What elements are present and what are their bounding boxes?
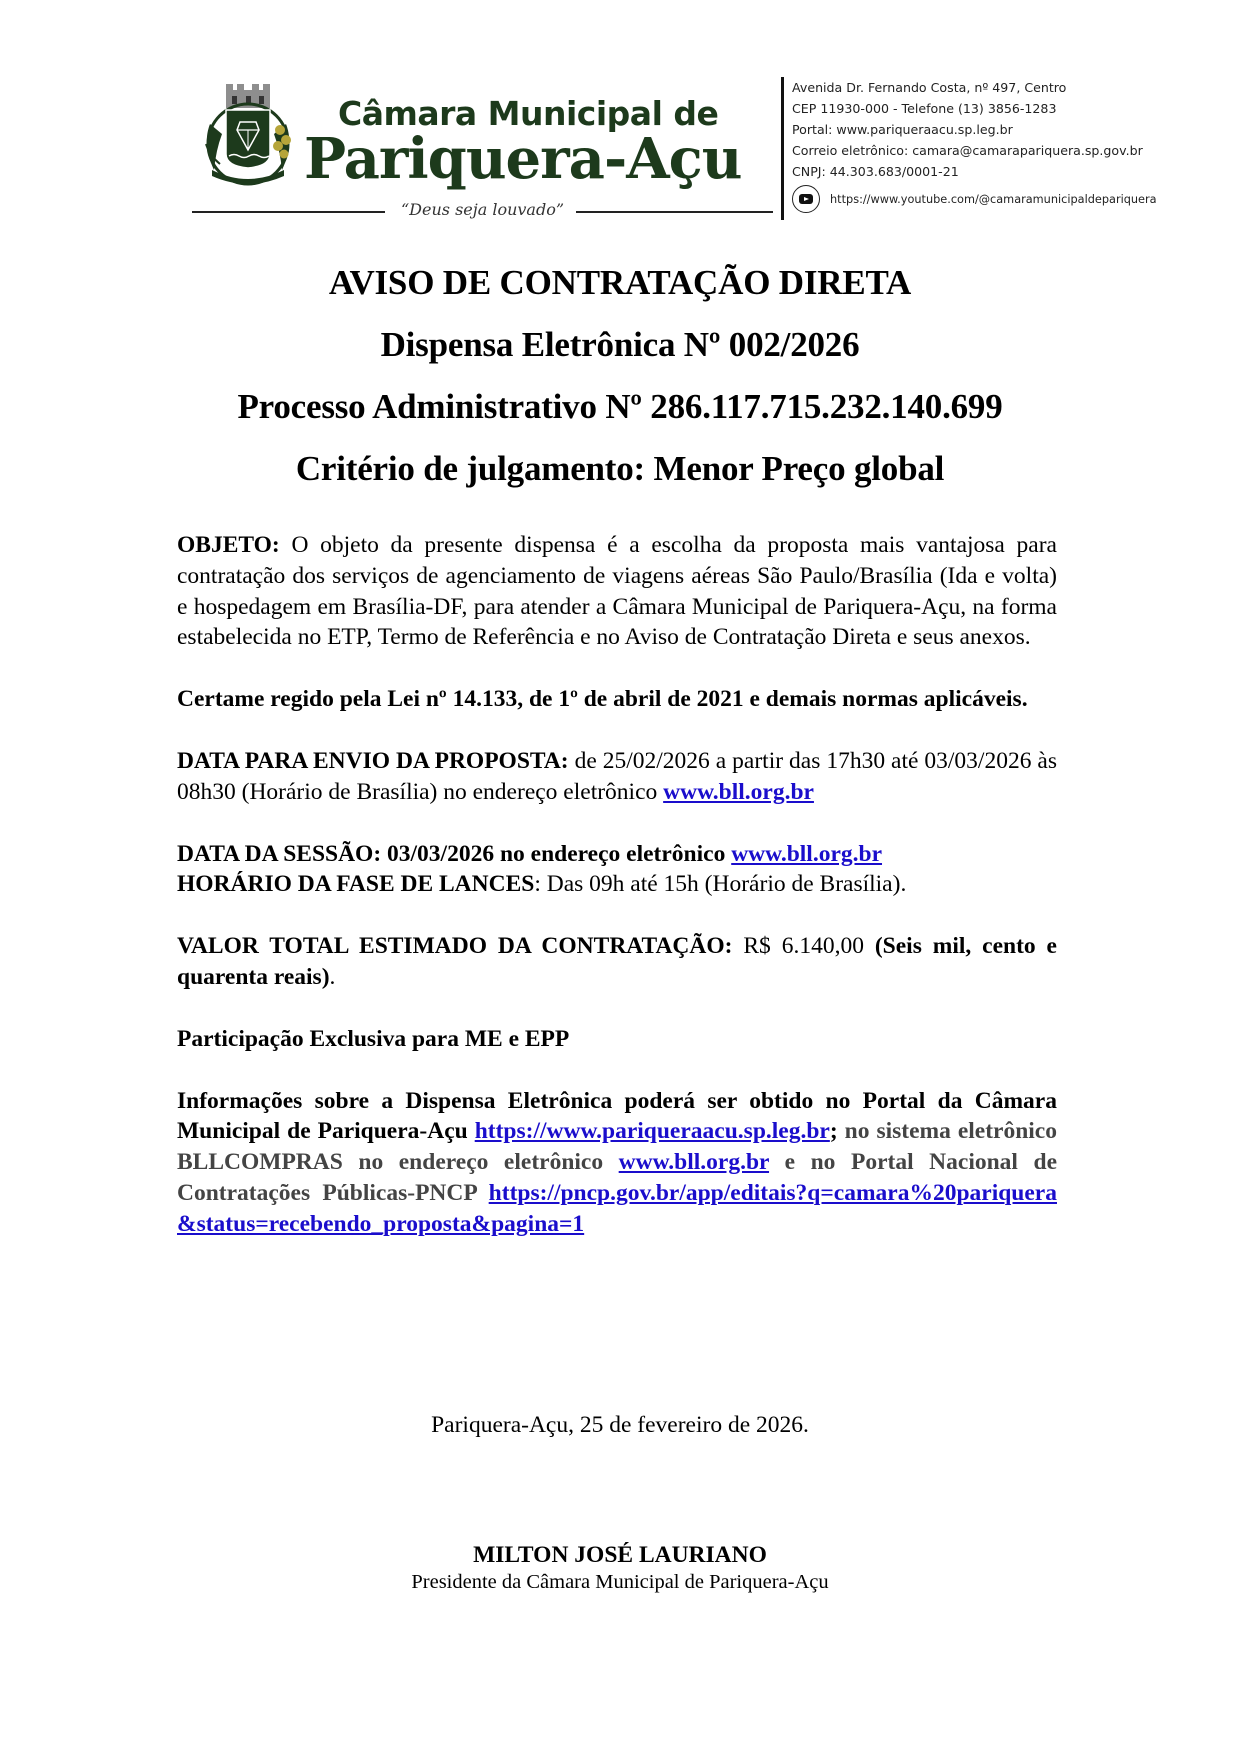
org-name-line1: Câmara Municipal de bbox=[338, 94, 719, 133]
certame-paragraph: Certame regido pela Lei nº 14.133, de 1º de abril de 2021 e demais normas aplicáveis. bbox=[177, 686, 1028, 713]
contact-block bbox=[792, 77, 1157, 213]
informacoes-text3: e no Portal Nacional de Contratações Públicas-PNCP bbox=[177, 1149, 1058, 1206]
youtube-row bbox=[792, 185, 1157, 213]
portal-camara-link[interactable]: https://www.pariqueraacu.sp.leg.br bbox=[474, 1118, 830, 1145]
sessao-paragraph bbox=[177, 839, 1057, 870]
contact-cnpj: CNPJ: 44.303.683/0001-21 bbox=[792, 164, 959, 179]
letterhead-divider bbox=[781, 77, 784, 220]
contact-email: Correio eletrônico: camara@camarapariquera.sp.gov.br bbox=[792, 143, 1143, 158]
bll-link-info[interactable]: www.bll.org.br bbox=[618, 1149, 770, 1176]
contact-cep-phone: CEP 11930-000 - Telefone (13) 3856-1283 bbox=[792, 101, 1057, 116]
document-body bbox=[177, 530, 1057, 1271]
dispensa-number: Dispensa Eletrônica Nº 002/2026 bbox=[380, 325, 860, 364]
participacao-paragraph: Participação Exclusiva para ME e EPP bbox=[177, 1025, 570, 1052]
informacoes-text1: Informações sobre a Dispensa Eletrônica poderá ser obtido no Portal da Câmara Municipal de Pariquera-Açu bbox=[177, 1087, 1057, 1145]
lances-paragraph bbox=[177, 869, 1057, 900]
proposta-label: DATA PARA ENVIO DA PROPOSTA: bbox=[177, 747, 569, 774]
valor-extenso: (Seis mil, cento e quarenta reais) bbox=[177, 933, 1057, 990]
objeto-text: O objeto da presente dispensa é a escolha da proposta mais vantajosa para contratação dos serviços de agenciamento de viagens aéreas São Paulo/Brasília (Ida e volta) e hospedagem em Brasília-DF, para atender a Câmara Municipal de Pariquera-Açu, na forma estabelecida no ETP, Termo de Referência e no Aviso de Contratação Direta e seus anexos. bbox=[177, 532, 1057, 651]
proposta-paragraph bbox=[177, 746, 1057, 808]
informacoes-text2: no sistema eletrônico BLLCOMPRAS no endereço eletrônico bbox=[177, 1118, 1057, 1176]
valor-amount: R$ 6.140,00 bbox=[732, 933, 875, 960]
letterhead bbox=[0, 0, 1240, 230]
org-name-line2: Pariquera-Açu bbox=[304, 126, 742, 192]
objeto-paragraph bbox=[177, 530, 1057, 653]
pncp-link[interactable]: https://pncp.gov.br/app/editais?q=camara%20pariquera&status=recebendo_proposta&pagina=1 bbox=[177, 1179, 1057, 1237]
signer-role: Presidente da Câmara Municipal de Pariquera-Açu bbox=[411, 1571, 829, 1593]
contact-portal: Portal: www.pariqueraacu.sp.leg.br bbox=[792, 122, 1013, 137]
motto: “Deus seja louvado” bbox=[400, 200, 565, 219]
objeto-label: OBJETO: bbox=[177, 532, 280, 558]
bll-link-proposta[interactable]: www.bll.org.br bbox=[663, 778, 814, 805]
valor-label: VALOR TOTAL ESTIMADO DA CONTRATAÇÃO: bbox=[177, 933, 733, 960]
proposta-text: de 25/02/2026 a partir das 17h30 até 03/03/2026 às 08h30 (Horário de Brasília) no endereço eletrônico bbox=[177, 747, 1057, 805]
contact-address: Avenida Dr. Fernando Costa, nº 497, Centro bbox=[792, 80, 1067, 95]
sessao-label: DATA DA SESSÃO: 03/03/2026 no endereço eletrônico bbox=[177, 840, 732, 867]
document-titles bbox=[0, 252, 1240, 500]
criterio-julgamento: Critério de julgamento: Menor Preço global bbox=[295, 449, 945, 488]
letterhead-rule-right bbox=[576, 211, 773, 213]
bll-link-sessao[interactable]: www.bll.org.br bbox=[731, 840, 883, 867]
processo-number: Processo Administrativo Nº 286.117.715.232.140.699 bbox=[237, 387, 1003, 426]
informacoes-sep: ; bbox=[829, 1118, 838, 1145]
valor-end: . bbox=[329, 963, 336, 990]
letterhead-rule-left bbox=[192, 211, 385, 213]
lances-label: HORÁRIO DA FASE DE LANCES bbox=[177, 871, 535, 898]
municipal-coat-of-arms-icon bbox=[196, 84, 300, 188]
valor-paragraph bbox=[177, 931, 1057, 993]
city-date: Pariquera-Açu, 25 de fevereiro de 2026. bbox=[431, 1412, 809, 1438]
informacoes-paragraph bbox=[177, 1086, 1057, 1240]
signer-name: MILTON JOSÉ LAURIANO bbox=[473, 1542, 767, 1568]
youtube-url: https://www.youtube.com/@camaramunicipaldepariquera bbox=[830, 192, 1157, 206]
youtube-icon bbox=[792, 185, 820, 213]
lances-text: : Das 09h até 15h (Horário de Brasília). bbox=[534, 871, 907, 898]
main-title: AVISO DE CONTRATAÇÃO DIRETA bbox=[328, 263, 912, 302]
